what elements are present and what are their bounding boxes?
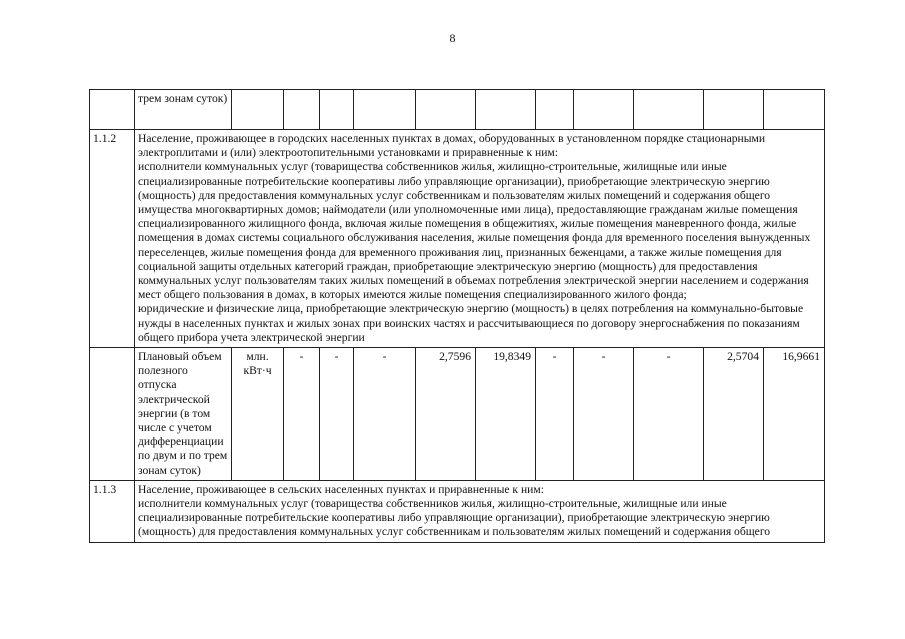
cell-value: -: [634, 348, 704, 481]
cell-value-empty: [574, 90, 634, 130]
cell-value-empty: [634, 90, 704, 130]
cell-number-empty: [90, 348, 135, 481]
description-paragraph: Население, проживающее в городских населенных пунктах в домах, оборудованных в установленном порядке стационарными электроплитами и (или) электроотопительными установками и приравненные к ним:: [138, 132, 766, 160]
description-paragraph: исполнители коммунальных услуг (товарищества собственников жилья, жилищно-строительные, жилищные или иные специализированные потребительские кооперативы либо управляющие организации), приобретающие электрическую энергию (мощность) для предоставления коммунальных услуг собственникам и пользователям жилых помещений и содержания общего имущества многоквартирных домов; наймодатели (или уполномоченные ими лица), предоставляющие гражданам жилые помещения специализированного жилищного фонда, включая жилые помещения в общежитиях, жилые помещения маневренного фонда, жилые помещения в домах системы социального обслуживания населения, жилые помещения фонда для временного поселения вынужденных переселенцев, жилые помещения фонда для временного проживания лиц, признанных беженцами, а также жилые помещения для социальной защиты отдельных категорий граждан, приобретающие электрическую энергию (мощность) для предоставления коммунальных услуг пользователям таких жилых помещений в объемах потребления электрической энергии населением и содержания мест общего пользования в домах, в которых имеются жилые помещения специализированного жилого фонда;: [138, 160, 811, 302]
cell-value: 19,8349: [476, 348, 536, 481]
row-number: 1.1.2: [90, 130, 135, 348]
cell-value: -: [536, 348, 574, 481]
page-number: 8: [449, 31, 456, 45]
cell-value: 2,5704: [704, 348, 764, 481]
cell-value-empty: [416, 90, 476, 130]
description-paragraph: Население, проживающее в сельских населенных пунктах и приравненные к ним:: [138, 482, 544, 496]
row-number: 1.1.3: [90, 480, 135, 542]
cell-value: -: [320, 348, 354, 481]
table-row-continuation: [90, 90, 825, 130]
cell-value-empty: [354, 90, 416, 130]
table-row-1-1-2: [90, 130, 825, 348]
cell-unit: млн. кВт·ч: [232, 348, 284, 481]
cell-value-empty: [764, 90, 825, 130]
description-paragraph: исполнители коммунальных услуг (товарищества собственников жилья, жилищно-строительные, жилищные или иные специализированные потребительские кооперативы либо управляющие организации), приобретающие электрическую энергию (мощность) для предоставления коммунальных услуг собственникам и пользователям жилых помещений и содержания общего: [138, 497, 771, 539]
table-row-plan-volume: [90, 348, 825, 481]
cell-value-empty: [536, 90, 574, 130]
cell-number-empty: [90, 90, 135, 130]
cell-value-empty: [284, 90, 320, 130]
description-paragraph: юридические и физические лица, приобретающие электрическую энергию (мощность) в целях потребления на коммунально-бытовые нужды в населенных пунктах и жилых зонах при воинских частях и рассчитывающиеся по договору энергоснабжения по показаниям общего прибора учета электрической энергии: [138, 302, 804, 344]
cell-value: 16,9661: [764, 348, 825, 481]
tariff-table: [89, 89, 825, 543]
cell-value-empty: [476, 90, 536, 130]
cell-value-empty: [320, 90, 354, 130]
cell-value: -: [284, 348, 320, 481]
row-description: [135, 130, 825, 348]
table-row-1-1-3: [90, 480, 825, 542]
row-description: [135, 480, 825, 542]
cell-label: трем зонам суток): [135, 90, 232, 130]
cell-value: -: [354, 348, 416, 481]
cell-value-empty: [704, 90, 764, 130]
cell-label: Плановый объем полезного отпуска электрической энергии (в том числе с учетом дифференциации по двум и по трем зонам суток): [135, 348, 232, 481]
cell-unit-empty: [232, 90, 284, 130]
cell-value: 2,7596: [416, 348, 476, 481]
cell-value: -: [574, 348, 634, 481]
